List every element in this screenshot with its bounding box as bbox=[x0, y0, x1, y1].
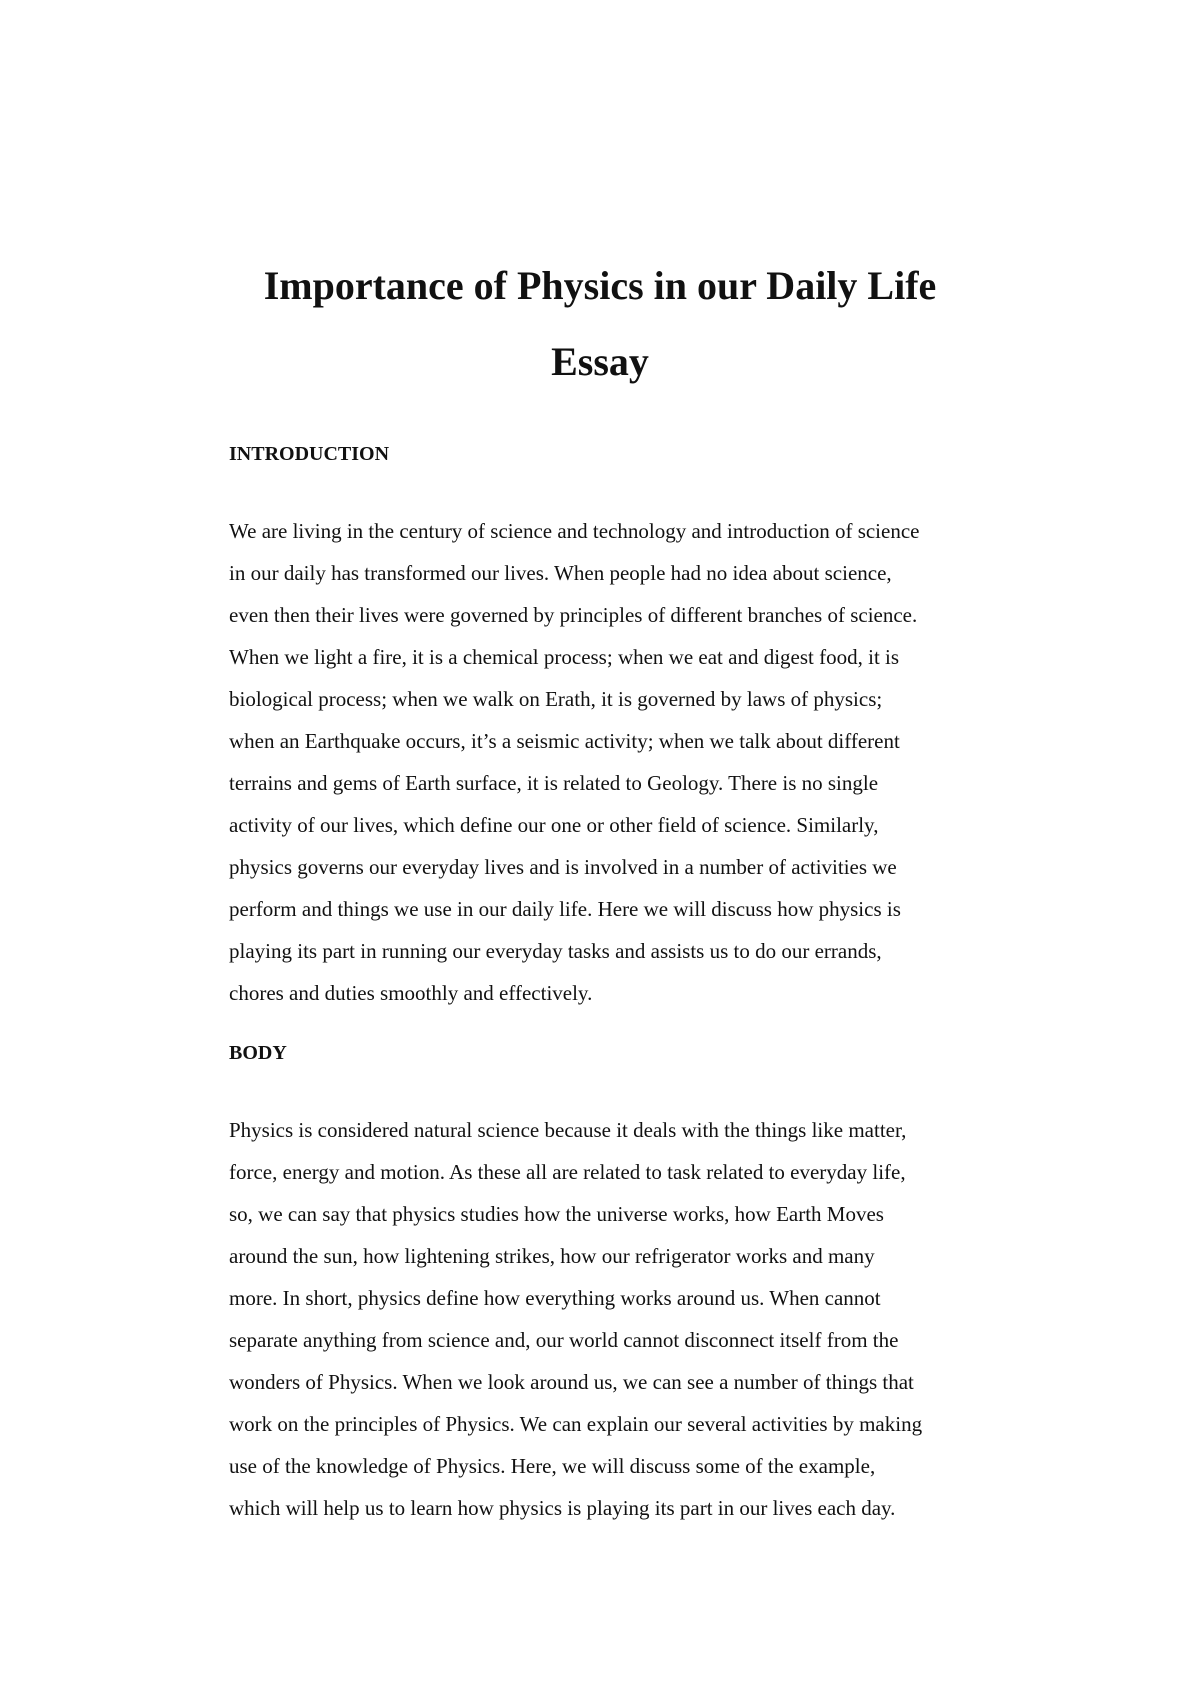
section-heading-introduction: INTRODUCTION bbox=[229, 443, 390, 465]
paragraph-line: so, we can say that physics studies how the universe works, how Earth Moves bbox=[229, 1202, 884, 1226]
paragraph-line: separate anything from science and, our world cannot disconnect itself from the bbox=[229, 1328, 899, 1352]
paragraph-line: even then their lives were governed by principles of different branches of science. bbox=[229, 603, 918, 627]
section-heading-body: BODY bbox=[229, 1042, 287, 1064]
paragraph-line: more. In short, physics define how everything works around us. When cannot bbox=[229, 1286, 881, 1310]
paragraph-line: We are living in the century of science and technology and introduction of science bbox=[229, 519, 920, 543]
paragraph-line: physics governs our everyday lives and is involved in a number of activities we bbox=[229, 855, 897, 879]
paragraph-line: use of the knowledge of Physics. Here, we will discuss some of the example, bbox=[229, 1454, 876, 1478]
paragraph-line: wonders of Physics. When we look around us, we can see a number of things that bbox=[229, 1370, 914, 1394]
paragraph-line: force, energy and motion. As these all are related to task related to everyday life, bbox=[229, 1160, 906, 1184]
paragraph-line: chores and duties smoothly and effectively. bbox=[229, 981, 593, 1005]
document-title-line-2: Essay bbox=[551, 339, 649, 384]
paragraph-line: perform and things we use in our daily life. Here we will discuss how physics is bbox=[229, 897, 901, 921]
paragraph-line: terrains and gems of Earth surface, it is related to Geology. There is no single bbox=[229, 771, 879, 795]
paragraph-line: which will help us to learn how physics is playing its part in our lives each day. bbox=[229, 1496, 896, 1520]
introduction-paragraph bbox=[229, 510, 1049, 1014]
body-paragraph bbox=[229, 1109, 1049, 1529]
paragraph-line: When we light a fire, it is a chemical process; when we eat and digest food, it is bbox=[229, 645, 900, 669]
paragraph-line: biological process; when we walk on Erath, it is governed by laws of physics; bbox=[229, 687, 883, 711]
paragraph-line: playing its part in running our everyday tasks and assists us to do our errands, bbox=[229, 939, 882, 963]
paragraph-line: work on the principles of Physics. We can explain our several activities by making bbox=[229, 1412, 923, 1436]
paragraph-line: in our daily has transformed our lives. When people had no idea about science, bbox=[229, 561, 892, 585]
paragraph-line: around the sun, how lightening strikes, how our refrigerator works and many bbox=[229, 1244, 875, 1268]
document-title-line-1: Importance of Physics in our Daily Life bbox=[263, 263, 937, 308]
paragraph-line: activity of our lives, which define our one or other field of science. Similarly, bbox=[229, 813, 879, 837]
paragraph-line: Physics is considered natural science because it deals with the things like matter, bbox=[229, 1118, 907, 1142]
paragraph-line: when an Earthquake occurs, it’s a seismic activity; when we talk about different bbox=[229, 729, 900, 753]
